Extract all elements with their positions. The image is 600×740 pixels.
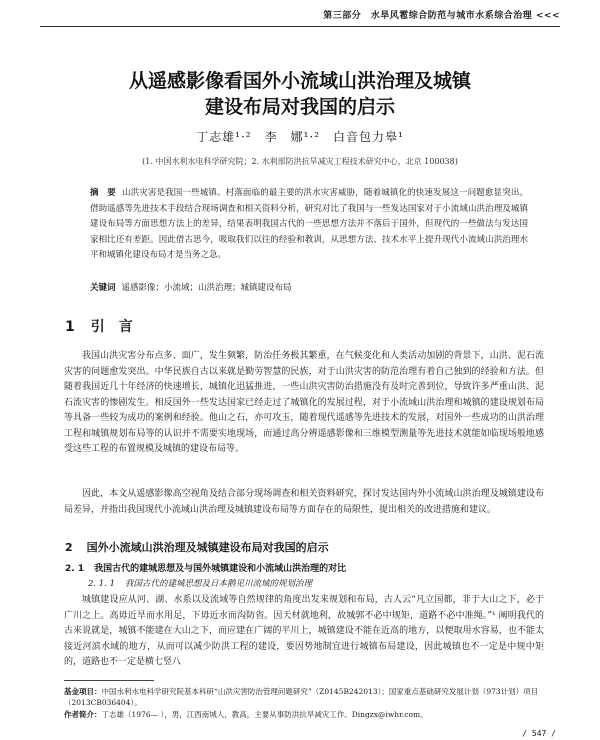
- section-number: 1: [65, 319, 75, 335]
- running-header: 第三部分 水旱风雹综合防范与城市水系综合治理 <<<: [323, 11, 560, 21]
- paragraph-intro-1: 我国山洪灾害分布点多、面广，发生频繁，防治任务极其繁重，在气候变化和人类活动加剧的背景下，山洪、泥石流灾害的问题愈发突出。中华民族自古以来就是勤劳智慧的民族，对于山洪灾害的防范治理有着自己独到的经验和方法。但随着我国近几十年经济的快速增长，城镇化迅猛推进，一些山洪灾害防治措施没有及时完善到位，导致许多严重山洪、泥石流灾害的惨剧发生。相反国外一些发达国家已经走过了城镇化的发展过程，对于小流域山洪治理和城镇的建设规划布局等具备一些较为成功的案例和经验。他山之石，亦可攻玉，随着现代遥感等先进技术的发展，对国外一些成功的山洪治理工程和城镇规划布局等的认识并不需要实地现场，而通过高分辨遥感影像和三维模型测量等先进技术就能如临现场般地感受这些工程的布置规模及城镇的建设布局等。: [64, 351, 544, 454]
- abstract: [90, 186, 528, 264]
- affiliation: (1. 中国水利水电科学研究院；2. 水利部防洪抗旱减灾工程技术研究中心，北京 100038): [142, 157, 458, 166]
- section-heading-intro: [65, 316, 133, 336]
- keywords-label: 关键词: [90, 283, 116, 293]
- footnote-author-bio: [64, 709, 544, 720]
- title-line-1: 从遥感影像看国外小流域山洪治理及城镇: [128, 70, 471, 92]
- subsubsection-heading-2-1-1: [88, 577, 312, 589]
- footnote-text: 中国水利水电科学研究院基本科研“山洪灾害防治管理问题研究”（Z0145B242013）；国家重点基础研究发展计划（973计划）项目（2013CB036404）。: [64, 687, 539, 707]
- subsubsection-title: 我国古代的建城思想及日本鹅见川流域的规划治理: [125, 579, 313, 589]
- paragraph-2-1-1: 城镇建设应从河、湖、水系以及流域等自然规律的角度出发来规划和布局，古人云“凡立国都，非于大山之下，必于广川之上。高毋近旱而水用足，下毋近水而沟防省。因天材就地利，故城郭不必中规矩，道路不必中准绳。”¹ 阐明我代的古来说就是，城镇不能建在大山之下，而应建在广阔的平川上，城镇建设不能在近高的地方，以便取用水容易，也不能太接近河滨水域的地方，从而可以减少防洪工程的建设，要因势地制宜进行城镇布局建设，因此城镇也不一定是中规中矩的，道路也不一定是横七竖八: [64, 595, 544, 667]
- footnote-label: 作者简介：: [64, 710, 102, 719]
- authors: 丁志雄¹·² 李 娜¹·² 白音包力皋¹: [196, 130, 404, 144]
- title-line-2: 建设布局对我国的启示: [204, 96, 395, 118]
- paper-title: [0, 68, 600, 120]
- paragraph-intro-2: 因此，本文从遥感影像高空视角及结合部分现场调查和相关资料研究，探讨发达国内外小流域山洪治理及城镇建设布局差异，并指出我国现代小流域山洪治理及城镇建设布局等方面存在的局限性，提出相关的改进措施和建议。: [64, 489, 544, 515]
- footnote-rule: [64, 680, 154, 681]
- keywords: [90, 281, 528, 295]
- footnote-funding: [64, 686, 544, 708]
- section-number: 2: [65, 541, 73, 554]
- section-title: 引 言: [90, 319, 133, 335]
- header-rule: [40, 26, 560, 27]
- footnote-label: 基金项目：: [64, 687, 102, 696]
- abstract-label: 摘 要: [90, 188, 116, 198]
- subsection-number: 2. 1: [65, 564, 85, 574]
- page-number: / 547 /: [522, 729, 556, 738]
- keywords-text: 遥感影像；小流域；山洪治理；城镇建设布局: [121, 283, 292, 293]
- subsubsection-number: 2. 1. 1: [88, 579, 116, 589]
- section-title: 国外小流域山洪治理及城镇建设布局对我国的启示: [86, 541, 329, 554]
- subsection-title: 我国古代的建城思想及与国外城镇建设和小流域山洪治理的对比: [94, 564, 347, 574]
- footnote-text: 丁志雄（1976— ），男，江西南城人，教高，主要从事防洪抗旱减灾工作。Dingzx@iwhr.com。: [101, 710, 428, 719]
- section-heading-2: [65, 539, 329, 555]
- subsection-heading-2-1: [65, 561, 346, 574]
- abstract-text: 山洪灾害是我国一些城镇、村落面临的最主要的洪水灾害威胁，随着城镇化的快速发展这一问题愈显突出。借助遥感等先进技术手段结合现场调查和相关资料分析，研究对比了我国与一些发达国家对于小流域山洪治理及城镇建设布局等方面思想方法上的差异，结果表明我国古代的一些思想方法并不落后于国外，但现代的一些做法与发达国家相比还有差距。因此借古思今，吸取我们以往的经验和教训，从思想方法、技术水平上提升现代小流域山洪治理水平和城镇化建设布局才是当务之急。: [90, 188, 528, 260]
